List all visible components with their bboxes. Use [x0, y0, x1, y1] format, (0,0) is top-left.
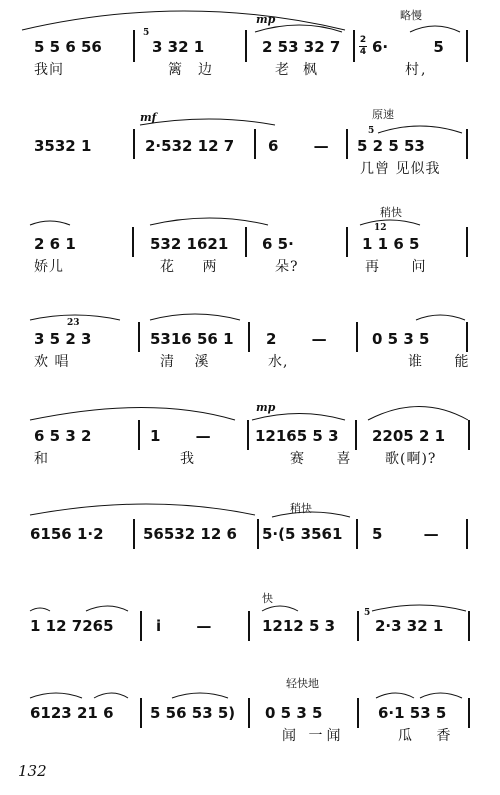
grace-note: 23: [67, 318, 80, 328]
lyric: 篱边: [168, 62, 228, 78]
system-2: [0, 95, 500, 185]
lyric: 闻 一闻: [282, 728, 345, 744]
time-signature: 2 4: [359, 35, 367, 57]
notes-m2: i —: [156, 617, 212, 635]
system-6: [0, 485, 500, 575]
grace-note: 5: [368, 126, 375, 136]
notes-m4: 5 —: [372, 525, 439, 543]
lyric: 花 两: [160, 259, 229, 275]
grace-note: 12: [374, 223, 387, 233]
lyric: 娇儿: [34, 259, 64, 275]
notes-m3: 0 5 3 5: [265, 704, 323, 722]
lyric: 清 溪: [160, 354, 217, 370]
lyric: 我问: [34, 62, 64, 78]
lyric: 谁 能: [408, 354, 483, 370]
notes-m1: 1 12 7265: [30, 617, 114, 635]
notes-m3: 6 —: [268, 137, 329, 155]
notes-m1: 3 5 2 3: [34, 330, 92, 348]
notes-m1: 3532 1: [34, 137, 92, 155]
lyric: 歌(啊)?: [385, 451, 437, 467]
lyric: 我: [180, 451, 195, 467]
page-number: 132: [18, 762, 47, 780]
tempo-mark: 略慢: [400, 9, 422, 22]
lyric: 老枫: [275, 62, 331, 78]
lyric: 赛 喜: [290, 451, 365, 467]
notes-m4: 2205 2 1: [372, 427, 446, 445]
notes-m3: 1212 5 3: [262, 617, 336, 635]
notes-m2: 532 1621: [150, 235, 229, 253]
system-7: [0, 585, 500, 675]
system-8: [0, 670, 500, 760]
notes-m1: 6156 1·2: [30, 525, 104, 543]
lyric: 村,: [405, 62, 428, 78]
dynamic-mark: mf: [140, 111, 157, 124]
notes-m4: 0 5 3 5: [372, 330, 430, 348]
dynamic-mark: mp: [256, 401, 276, 414]
system-3: [0, 195, 500, 285]
dynamic-mark: mp: [256, 13, 276, 26]
notes-m3: 2 53 32 7: [262, 38, 341, 56]
notes-m1: 6123 21 6: [30, 704, 114, 722]
notes-m2: 5316 56 1: [150, 330, 234, 348]
notes-m1: 6 5 3 2: [34, 427, 92, 445]
notes-m3: 12165 5 3: [255, 427, 339, 445]
notes-m4: 6·1 53 5: [378, 704, 447, 722]
notes-m2: 5 56 53 5): [150, 704, 236, 722]
lyric: 和: [34, 451, 49, 467]
lyric: 水,: [268, 354, 289, 370]
notes-m4: 5 2 5 53: [357, 137, 425, 155]
system-5: [0, 385, 500, 475]
notes-m4: 2·3 32 1: [375, 617, 444, 635]
system-4: [0, 290, 500, 380]
notes-m4: 6· 5: [372, 38, 444, 56]
lyric: 朵?: [275, 259, 299, 275]
notes-m2: 2·532 12 7: [145, 137, 235, 155]
tempo-mark: 稍快: [380, 206, 402, 219]
notes-m4: 1 1 6 5: [362, 235, 420, 253]
grace-note: 5: [143, 28, 150, 38]
notes-m3: 6 5·: [262, 235, 294, 253]
grace-note: 5: [364, 608, 371, 618]
notes-m2: 3 32 1: [152, 38, 205, 56]
notes-m3: 2 —: [266, 330, 327, 348]
notes-m1: 5 5 6 56: [34, 38, 102, 56]
lyric: 欢 唱: [34, 354, 70, 370]
tempo-mark: 稍快: [290, 502, 312, 515]
tempo-mark: 快: [262, 592, 273, 605]
system-1: [0, 0, 500, 90]
lyric: 瓜 香: [398, 728, 461, 744]
notes-m3: 5·(5 3561: [262, 525, 343, 543]
notes-m2: 1 —: [150, 427, 211, 445]
notes-m1: 2 6 1: [34, 235, 76, 253]
tempo-mark: 原速: [372, 108, 394, 121]
tempo-mark: 轻快地: [286, 677, 319, 690]
lyric: 几曾 见似我: [360, 161, 441, 177]
lyric: 再 问: [365, 259, 440, 275]
notes-m2: 56532 12 6: [143, 525, 237, 543]
